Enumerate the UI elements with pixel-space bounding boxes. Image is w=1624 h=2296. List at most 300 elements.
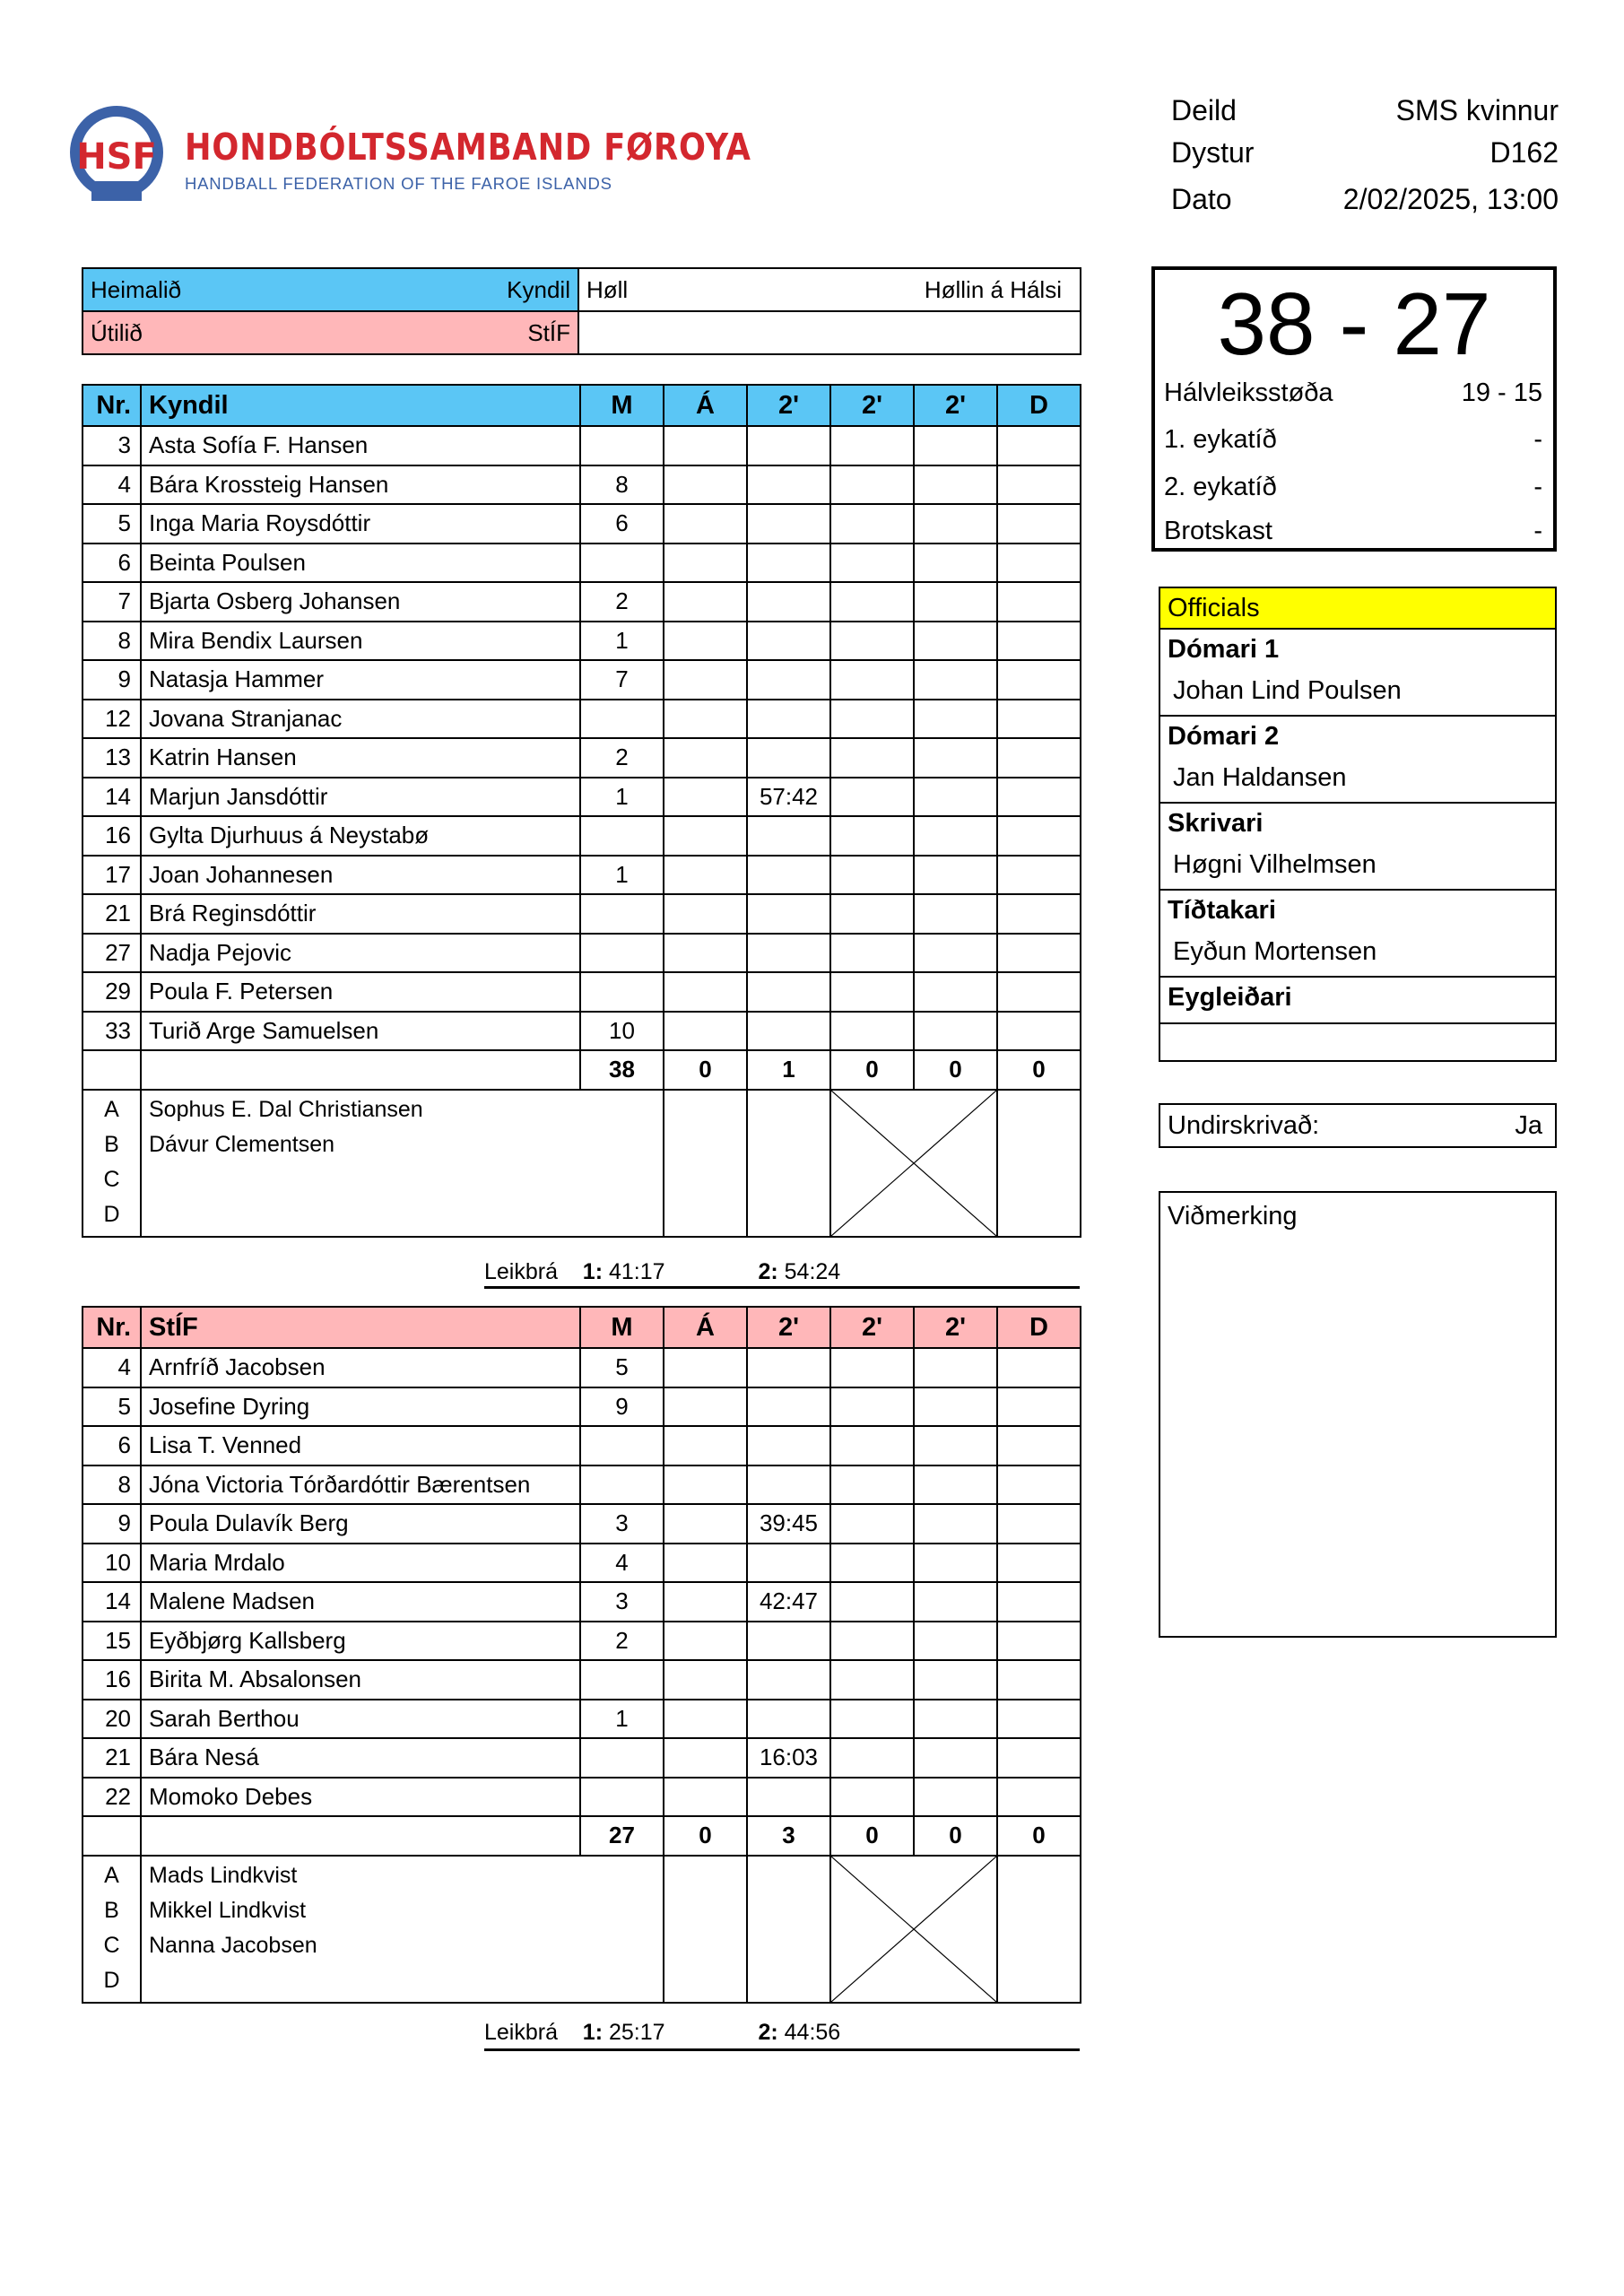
player-m: 2 <box>580 738 664 778</box>
player-s1 <box>747 1012 830 1051</box>
player-name: Josefine Dyring <box>141 1387 580 1427</box>
official-role-name: Høgni Vilhelmsen <box>1173 850 1376 879</box>
halftime-label: Hálvleiksstøða <box>1164 378 1333 407</box>
date-label: Dato <box>1171 183 1232 215</box>
player-row <box>83 700 1081 739</box>
total-m: 27 <box>580 1816 664 1856</box>
player-row <box>83 778 1081 817</box>
official-name <box>149 1963 656 1998</box>
player-s1: 42:47 <box>747 1582 830 1622</box>
player-name: Mira Bendix Laursen <box>141 622 580 661</box>
player-a <box>664 504 747 544</box>
official-role-label: Eygleiðari <box>1168 983 1292 1012</box>
player-row <box>83 972 1081 1012</box>
team-officials-row <box>83 1090 1081 1237</box>
player-a <box>664 894 747 934</box>
totals-empty <box>83 1050 141 1090</box>
player-number: 33 <box>83 1012 141 1051</box>
player-s1 <box>747 1387 830 1427</box>
player-name: Arnfríð Jacobsen <box>141 1348 580 1387</box>
halftime-value: 19 - 15 <box>1461 378 1542 407</box>
signed-label: Undirskrivað: <box>1168 1111 1320 1140</box>
player-m <box>580 972 664 1012</box>
official-empty <box>747 1090 830 1237</box>
player-number: 13 <box>83 738 141 778</box>
player-d <box>997 1582 1081 1622</box>
player-number: 10 <box>83 1544 141 1583</box>
player-a <box>664 856 747 895</box>
player-m: 1 <box>580 622 664 661</box>
player-d <box>997 660 1081 700</box>
away-team-name: StÍF <box>527 318 570 346</box>
player-a <box>664 1700 747 1739</box>
federation-logo <box>63 99 751 224</box>
player-s3 <box>914 1700 997 1739</box>
player-s3 <box>914 504 997 544</box>
player-m: 8 <box>580 465 664 505</box>
col-header-s2: 2' <box>830 1307 914 1348</box>
player-m: 2 <box>580 1622 664 1661</box>
away-timeouts-underline <box>484 2048 1080 2051</box>
player-d <box>997 700 1081 739</box>
official-role-box <box>1159 804 1557 891</box>
player-s3 <box>914 1387 997 1427</box>
player-a <box>664 465 747 505</box>
player-a <box>664 1738 747 1778</box>
player-d <box>997 426 1081 465</box>
official-role-name: Johan Lind Poulsen <box>1173 676 1402 705</box>
player-d <box>997 465 1081 505</box>
hsf-emblem-icon <box>63 99 179 215</box>
player-m <box>580 426 664 465</box>
player-row <box>83 1544 1081 1583</box>
totals-row <box>83 1050 1081 1090</box>
player-m: 1 <box>580 778 664 817</box>
player-name: Natasja Hammer <box>141 660 580 700</box>
player-s2 <box>830 504 914 544</box>
player-a <box>664 544 747 583</box>
player-s2 <box>830 622 914 661</box>
totals-empty <box>83 1816 141 1856</box>
col-header-s2: 2' <box>830 385 914 426</box>
player-a <box>664 660 747 700</box>
player-name: Asta Sofía F. Hansen <box>141 426 580 465</box>
col-header-s1: 2' <box>747 385 830 426</box>
player-row <box>83 426 1081 465</box>
player-d <box>997 1544 1081 1583</box>
match-value: D162 <box>1489 136 1559 169</box>
home-team-name: Kyndil <box>507 275 570 303</box>
player-s1 <box>747 1660 830 1700</box>
player-s3 <box>914 1660 997 1700</box>
overtime2-value: - <box>1533 473 1542 501</box>
player-s2 <box>830 1544 914 1583</box>
player-m <box>580 1738 664 1778</box>
player-s1 <box>747 1622 830 1661</box>
player-s2 <box>830 1622 914 1661</box>
player-s3 <box>914 816 997 856</box>
player-name: Malene Madsen <box>141 1582 580 1622</box>
player-s3 <box>914 582 997 622</box>
official-empty <box>997 1856 1081 2003</box>
player-s1 <box>747 465 830 505</box>
player-s3 <box>914 1738 997 1778</box>
official-code: C <box>103 1932 120 1958</box>
player-d <box>997 972 1081 1012</box>
player-s3 <box>914 934 997 973</box>
total-s3: 0 <box>914 1816 997 1856</box>
player-s2 <box>830 1387 914 1427</box>
player-s2 <box>830 1426 914 1465</box>
player-s3 <box>914 1582 997 1622</box>
player-number: 9 <box>83 1504 141 1544</box>
player-row <box>83 1660 1081 1700</box>
player-name: Eyðbjørg Kallsberg <box>141 1622 580 1661</box>
player-number: 21 <box>83 894 141 934</box>
player-m <box>580 700 664 739</box>
hall-cell <box>578 268 1081 311</box>
player-s1 <box>747 1348 830 1387</box>
player-s1 <box>747 544 830 583</box>
player-d <box>997 1387 1081 1427</box>
player-s3 <box>914 1544 997 1583</box>
player-s1 <box>747 738 830 778</box>
home-timeouts-underline <box>484 1286 1080 1289</box>
player-number: 3 <box>83 426 141 465</box>
player-number: 15 <box>83 1622 141 1661</box>
player-s2 <box>830 972 914 1012</box>
player-number: 21 <box>83 1738 141 1778</box>
player-s2 <box>830 1465 914 1505</box>
player-d <box>997 894 1081 934</box>
official-role-box <box>1159 630 1557 717</box>
player-a <box>664 1504 747 1544</box>
official-role-label: Dómari 2 <box>1168 722 1280 751</box>
player-d <box>997 934 1081 973</box>
player-number: 27 <box>83 934 141 973</box>
player-s3 <box>914 622 997 661</box>
player-s3 <box>914 544 997 583</box>
player-name: Sarah Berthou <box>141 1700 580 1739</box>
player-s3 <box>914 1465 997 1505</box>
player-name: Nadja Pejovic <box>141 934 580 973</box>
player-s3 <box>914 426 997 465</box>
table-header-row <box>83 385 1081 426</box>
player-number: 29 <box>83 972 141 1012</box>
away-label: Útilið <box>91 318 143 346</box>
player-s2 <box>830 1348 914 1387</box>
cross-icon <box>831 1091 996 1236</box>
player-number: 14 <box>83 1582 141 1622</box>
player-m <box>580 1660 664 1700</box>
team-official-names <box>141 1090 664 1237</box>
official-empty <box>747 1856 830 2003</box>
overtime2-label: 2. eykatíð <box>1164 473 1277 501</box>
player-s2 <box>830 934 914 973</box>
player-d <box>997 1348 1081 1387</box>
player-row <box>83 660 1081 700</box>
totals-row <box>83 1816 1081 1856</box>
official-code: A <box>104 1096 119 1122</box>
league-value: SMS kvinnur <box>1395 94 1559 126</box>
player-name: Bára Krossteig Hansen <box>141 465 580 505</box>
empty-cell <box>578 311 1081 354</box>
player-row <box>83 856 1081 895</box>
home-players-table <box>82 384 1081 1238</box>
player-name: Katrin Hansen <box>141 738 580 778</box>
player-d <box>997 1660 1081 1700</box>
player-m: 5 <box>580 1348 664 1387</box>
player-row <box>83 894 1081 934</box>
official-code: B <box>104 1897 119 1923</box>
player-a <box>664 934 747 973</box>
hall-label: Høll <box>586 275 629 303</box>
col-header-s3: 2' <box>914 385 997 426</box>
player-name: Brá Reginsdóttir <box>141 894 580 934</box>
date-value: 2/02/2025, 13:00 <box>1342 183 1559 215</box>
team-official-codes <box>83 1856 141 2003</box>
player-s1 <box>747 972 830 1012</box>
team-official-codes <box>83 1090 141 1237</box>
total-s3: 0 <box>914 1050 997 1090</box>
player-s1 <box>747 1778 830 1817</box>
official-name: Nanna Jacobsen <box>149 1932 317 1958</box>
player-row <box>83 1465 1081 1505</box>
player-name: Poula F. Petersen <box>141 972 580 1012</box>
player-s2 <box>830 894 914 934</box>
home-team-cell <box>83 268 578 311</box>
official-role-label: Skrivari <box>1168 809 1264 838</box>
officials-panel <box>1159 587 1557 1062</box>
col-header-d: D <box>997 385 1081 426</box>
player-d <box>997 622 1081 661</box>
col-header-m: M <box>580 385 664 426</box>
player-s1 <box>747 622 830 661</box>
team-officials-row <box>83 1856 1081 2003</box>
player-s3 <box>914 1426 997 1465</box>
player-a <box>664 1778 747 1817</box>
official-role-label: Tíðtakari <box>1168 896 1276 925</box>
player-name: Maria Mrdalo <box>141 1544 580 1583</box>
player-s2 <box>830 1738 914 1778</box>
official-code: C <box>103 1166 120 1192</box>
match-label: Dystur <box>1171 136 1255 169</box>
col-header-s1: 2' <box>747 1307 830 1348</box>
player-d <box>997 1504 1081 1544</box>
player-number: 12 <box>83 700 141 739</box>
player-s1 <box>747 816 830 856</box>
player-d <box>997 1012 1081 1051</box>
player-row <box>83 1012 1081 1051</box>
player-row <box>83 1426 1081 1465</box>
teams-table <box>82 267 1081 355</box>
official-name <box>149 1162 656 1197</box>
player-d <box>997 582 1081 622</box>
player-d <box>997 1700 1081 1739</box>
player-number: 20 <box>83 1700 141 1739</box>
score-box <box>1151 266 1557 552</box>
player-d <box>997 1465 1081 1505</box>
player-m: 10 <box>580 1012 664 1051</box>
player-a <box>664 1012 747 1051</box>
col-header-a: Á <box>664 1307 747 1348</box>
player-s3 <box>914 972 997 1012</box>
player-m <box>580 1465 664 1505</box>
official-role-box <box>1159 717 1557 804</box>
player-s2 <box>830 1778 914 1817</box>
col-header-m: M <box>580 1307 664 1348</box>
player-a <box>664 700 747 739</box>
official-code: A <box>104 1862 119 1888</box>
official-name <box>149 1197 656 1232</box>
officials-header: Officials <box>1159 587 1557 630</box>
overtime1-value: - <box>1533 425 1542 454</box>
player-a <box>664 972 747 1012</box>
home-label: Heimalið <box>91 275 182 303</box>
official-code: D <box>103 1201 120 1227</box>
official-role-name: Jan Haldansen <box>1173 763 1347 792</box>
player-row <box>83 544 1081 583</box>
player-row <box>83 1622 1081 1661</box>
player-number: 17 <box>83 856 141 895</box>
svg-text:HSF: HSF <box>76 136 157 178</box>
player-row <box>83 816 1081 856</box>
player-number: 5 <box>83 1387 141 1427</box>
player-name: Joan Johannesen <box>141 856 580 895</box>
player-s3 <box>914 1778 997 1817</box>
player-number: 4 <box>83 1348 141 1387</box>
remarks-box[interactable] <box>1159 1191 1557 1638</box>
col-header-d: D <box>997 1307 1081 1348</box>
home-team-row <box>83 268 1081 311</box>
player-name: Poula Dulavík Berg <box>141 1504 580 1544</box>
player-m: 7 <box>580 660 664 700</box>
player-s3 <box>914 465 997 505</box>
official-empty <box>664 1090 747 1237</box>
official-role-label: Dómari 1 <box>1168 635 1280 664</box>
table-header-row <box>83 1307 1081 1348</box>
player-name: Momoko Debes <box>141 1778 580 1817</box>
player-m: 1 <box>580 856 664 895</box>
hall-value: Høllin á Hálsi <box>924 275 1062 303</box>
svg-text:1980: 1980 <box>105 203 128 213</box>
player-s1 <box>747 1465 830 1505</box>
player-d <box>997 856 1081 895</box>
official-name: Sophus E. Dal Christiansen <box>149 1096 423 1122</box>
player-row <box>83 622 1081 661</box>
penalty-shootout-label: Brotskast <box>1164 517 1272 545</box>
league-label: Deild <box>1171 94 1237 126</box>
player-s2 <box>830 1700 914 1739</box>
player-a <box>664 1544 747 1583</box>
player-m <box>580 1426 664 1465</box>
player-d <box>997 1778 1081 1817</box>
player-row <box>83 1738 1081 1778</box>
org-subtitle: HANDBALL FEDERATION OF THE FAROE ISLANDS <box>185 174 612 193</box>
player-m: 9 <box>580 1387 664 1427</box>
total-d: 0 <box>997 1816 1081 1856</box>
total-s1: 3 <box>747 1816 830 1856</box>
player-m <box>580 1778 664 1817</box>
player-name: Inga Maria Roysdóttir <box>141 504 580 544</box>
player-number: 9 <box>83 660 141 700</box>
player-m: 1 <box>580 1700 664 1739</box>
home-timeouts: Leikbrá 1: 41:17 2: 54:24 <box>484 1259 841 1284</box>
player-d <box>997 1426 1081 1465</box>
official-empty <box>664 1856 747 2003</box>
player-m <box>580 816 664 856</box>
player-s3 <box>914 738 997 778</box>
crossed-cell <box>830 1090 997 1237</box>
player-row <box>83 504 1081 544</box>
official-empty <box>997 1090 1081 1237</box>
player-s2 <box>830 1582 914 1622</box>
player-number: 16 <box>83 816 141 856</box>
player-m <box>580 894 664 934</box>
player-s3 <box>914 700 997 739</box>
penalty-shootout-value: - <box>1533 517 1542 545</box>
signed-box <box>1159 1103 1557 1148</box>
player-d <box>997 816 1081 856</box>
player-s2 <box>830 465 914 505</box>
player-s1 <box>747 582 830 622</box>
player-d <box>997 778 1081 817</box>
player-name: Gylta Djurhuus á Neystabø <box>141 816 580 856</box>
total-d: 0 <box>997 1050 1081 1090</box>
player-s1 <box>747 856 830 895</box>
away-players-table <box>82 1306 1081 2004</box>
org-name: HONDBÓLTSSAMBAND FØROYA <box>185 126 751 169</box>
player-s2 <box>830 1660 914 1700</box>
player-a <box>664 582 747 622</box>
player-row <box>83 1387 1081 1427</box>
crossed-cell <box>830 1856 997 2003</box>
official-role-box <box>1159 891 1557 978</box>
player-s2 <box>830 426 914 465</box>
player-s2 <box>830 700 914 739</box>
player-s2 <box>830 1504 914 1544</box>
player-number: 7 <box>83 582 141 622</box>
player-s2 <box>830 816 914 856</box>
player-s3 <box>914 1504 997 1544</box>
player-d <box>997 738 1081 778</box>
signed-value: Ja <box>1515 1111 1542 1140</box>
totals-empty <box>141 1050 580 1090</box>
player-s3 <box>914 856 997 895</box>
totals-empty <box>141 1816 580 1856</box>
player-number: 5 <box>83 504 141 544</box>
player-name: Birita M. Absalonsen <box>141 1660 580 1700</box>
player-name: Marjun Jansdóttir <box>141 778 580 817</box>
col-header-nr: Nr. <box>83 385 141 426</box>
player-name: Bjarta Osberg Johansen <box>141 582 580 622</box>
total-s2: 0 <box>830 1816 914 1856</box>
col-header-s3: 2' <box>914 1307 997 1348</box>
player-s1: 16:03 <box>747 1738 830 1778</box>
player-d <box>997 1738 1081 1778</box>
player-s3 <box>914 1348 997 1387</box>
player-name: Turið Arge Samuelsen <box>141 1012 580 1051</box>
away-team-cell <box>83 311 578 354</box>
official-role-box <box>1159 978 1557 1062</box>
player-d <box>997 504 1081 544</box>
final-score: 38 - 27 <box>1217 274 1491 373</box>
player-row <box>83 934 1081 973</box>
player-number: 22 <box>83 1778 141 1817</box>
player-a <box>664 1660 747 1700</box>
remarks-label: Viðmerking <box>1168 1202 1298 1231</box>
player-s1 <box>747 426 830 465</box>
